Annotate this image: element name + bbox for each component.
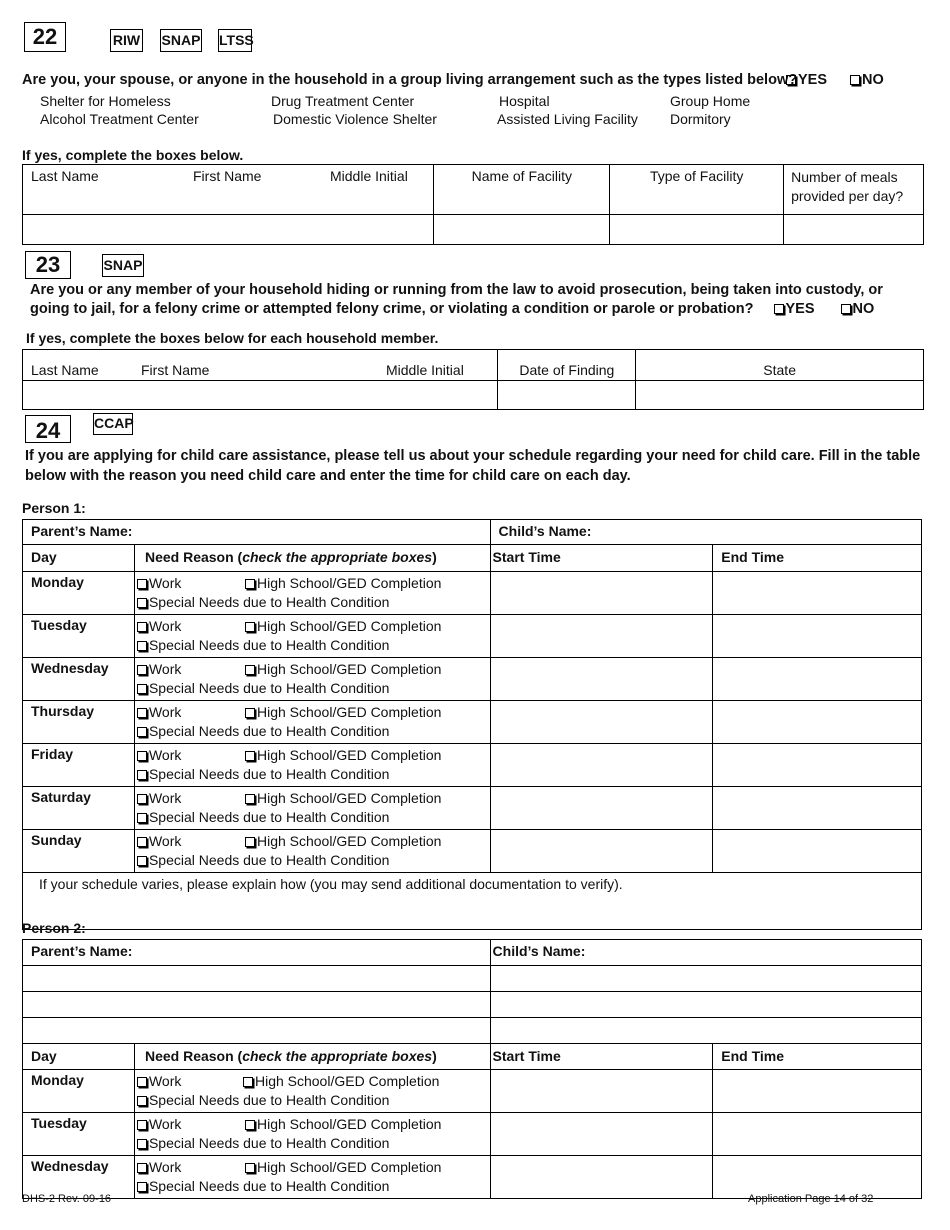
hs-ged-option[interactable]: High School/GED Completion bbox=[245, 746, 441, 765]
person-2-label: Person 2: bbox=[22, 920, 86, 936]
facility-type: Domestic Violence Shelter bbox=[273, 111, 437, 127]
schedule-row bbox=[23, 658, 922, 701]
checkbox-icon[interactable] bbox=[137, 837, 147, 847]
facility-type: Shelter for Homeless bbox=[40, 93, 171, 109]
checkbox-icon[interactable] bbox=[137, 751, 147, 761]
header-first-name: First Name bbox=[141, 362, 210, 378]
facility-list-col4 bbox=[670, 92, 750, 128]
day-cell: Tuesday bbox=[23, 1113, 135, 1156]
checkbox-icon[interactable] bbox=[137, 708, 147, 718]
schedule-row bbox=[23, 572, 922, 615]
col-day-header: Day bbox=[23, 1044, 135, 1070]
question-23-line1: Are you or any member of your household hiding or running from the law to avoid prosecution, being taken into custody, or bbox=[30, 282, 883, 298]
person-2-schedule-table bbox=[22, 939, 922, 1199]
checkbox-icon[interactable] bbox=[841, 304, 851, 314]
checkbox-icon[interactable] bbox=[137, 1163, 147, 1173]
day-cell: Tuesday bbox=[23, 615, 135, 658]
special-needs-option[interactable]: Special Needs due to Health Condition bbox=[137, 679, 488, 698]
reason-row1 bbox=[137, 832, 488, 851]
work-option[interactable]: Work bbox=[137, 704, 181, 720]
hs-ged-option[interactable]: High School/GED Completion bbox=[245, 789, 441, 808]
person2-parent-name-input[interactable] bbox=[23, 992, 491, 1018]
question-23-line2: going to jail, for a felony crime or attempted felony crime, or violating a condition or parole or probation? YES NO bbox=[30, 301, 875, 317]
facility-type: Hospital bbox=[499, 93, 550, 109]
need-reason-cell bbox=[134, 1156, 490, 1199]
col-start-time-header: Start Time bbox=[490, 1044, 713, 1070]
work-option[interactable]: Work bbox=[137, 618, 181, 634]
q22-facility-table bbox=[22, 164, 924, 245]
checkbox-icon[interactable] bbox=[137, 641, 147, 651]
checkbox-icon[interactable] bbox=[137, 579, 147, 589]
checkbox-icon[interactable] bbox=[137, 1139, 147, 1149]
start-time-cell[interactable] bbox=[490, 787, 713, 830]
day-cell: Wednesday bbox=[23, 658, 135, 701]
header-type-of-facility: Type of Facility bbox=[610, 165, 784, 215]
need-reason-cell bbox=[134, 1113, 490, 1156]
header-state: State bbox=[636, 350, 924, 381]
start-time-cell[interactable] bbox=[490, 1070, 713, 1113]
header-last-name: Last Name bbox=[31, 362, 99, 378]
work-option[interactable]: Work bbox=[137, 1116, 181, 1132]
hs-ged-option[interactable]: High School/GED Completion bbox=[245, 617, 441, 636]
program-tag-riw: RIW bbox=[110, 29, 143, 52]
reason-row1 bbox=[137, 1072, 488, 1091]
checkbox-icon[interactable] bbox=[245, 665, 255, 675]
checkbox-icon[interactable] bbox=[774, 304, 784, 314]
checkbox-icon[interactable] bbox=[137, 856, 147, 866]
checkbox-icon[interactable] bbox=[137, 1096, 147, 1106]
reason-row1 bbox=[137, 660, 488, 679]
q23-name-input-cell[interactable] bbox=[23, 381, 498, 410]
day-cell: Thursday bbox=[23, 701, 135, 744]
start-time-cell[interactable] bbox=[490, 701, 713, 744]
end-time-cell[interactable] bbox=[713, 1113, 922, 1156]
q23-household-table bbox=[22, 349, 924, 410]
checkbox-icon[interactable] bbox=[245, 579, 255, 589]
need-reason-cell bbox=[134, 701, 490, 744]
schedule-row bbox=[23, 615, 922, 658]
form-id: DHS-2 Rev. 09-16 bbox=[22, 1193, 112, 1205]
work-option[interactable]: Work bbox=[137, 1073, 181, 1089]
facility-type: Group Home bbox=[670, 93, 751, 109]
col-need-reason-header: Need Reason (check the appropriate boxes) bbox=[134, 545, 490, 572]
q23-date-input-cell[interactable] bbox=[498, 381, 636, 410]
special-needs-option[interactable]: Special Needs due to Health Condition bbox=[137, 1091, 488, 1110]
hs-ged-option[interactable]: High School/GED Completion bbox=[245, 1158, 441, 1177]
q22-facility-type-input-cell[interactable] bbox=[610, 215, 784, 245]
special-needs-option[interactable]: Special Needs due to Health Condition bbox=[137, 765, 488, 784]
q22-meals-input-cell[interactable] bbox=[784, 215, 924, 245]
q24-instructions-line1: If you are applying for child care assistance, please tell us about your schedule regarding your need for child care. Fill in the table bbox=[25, 448, 921, 464]
special-needs-option[interactable]: Special Needs due to Health Condition bbox=[137, 851, 488, 870]
start-time-cell[interactable] bbox=[490, 744, 713, 787]
program-tag-ccap: CCAP bbox=[93, 413, 133, 435]
facility-type: Alcohol Treatment Center bbox=[40, 111, 199, 127]
hs-ged-option[interactable]: High School/GED Completion bbox=[245, 660, 441, 679]
person2-child-name-input[interactable] bbox=[490, 966, 921, 992]
q23-if-yes-instruction: If yes, complete the boxes below for each household member. bbox=[26, 330, 439, 346]
question-number-23: 23 bbox=[25, 251, 71, 279]
col-end-time-header: End Time bbox=[713, 545, 922, 572]
facility-type: Assisted Living Facility bbox=[497, 111, 638, 127]
header-date-of-finding: Date of Finding bbox=[498, 350, 636, 381]
special-needs-option[interactable]: Special Needs due to Health Condition bbox=[137, 722, 488, 741]
col-start-time-header: Start Time bbox=[490, 545, 713, 572]
question-number-24: 24 bbox=[25, 415, 71, 443]
program-tag-snap: SNAP bbox=[102, 254, 144, 277]
end-time-cell[interactable] bbox=[713, 1070, 922, 1113]
person1-child-name-label[interactable]: Child’s Name: bbox=[490, 520, 921, 545]
facility-list-col3 bbox=[497, 92, 638, 128]
need-reason-cell bbox=[134, 658, 490, 701]
q22-name-header-cell bbox=[23, 165, 434, 215]
col-end-time-header: End Time bbox=[713, 1044, 922, 1070]
start-time-cell[interactable] bbox=[490, 1113, 713, 1156]
work-option[interactable]: Work bbox=[137, 661, 181, 677]
header-number-of-meals: Number of meals provided per day? bbox=[784, 165, 924, 215]
reason-row1 bbox=[137, 574, 488, 593]
checkbox-icon[interactable] bbox=[137, 622, 147, 632]
person2-parent-name-input[interactable] bbox=[23, 966, 491, 992]
q24-instructions bbox=[25, 446, 920, 486]
header-name-of-facility: Name of Facility bbox=[434, 165, 610, 215]
col-need-reason-header: Need Reason (check the appropriate boxes) bbox=[134, 1044, 490, 1070]
need-reason-cell bbox=[134, 572, 490, 615]
checkbox-icon[interactable] bbox=[137, 1182, 147, 1192]
checkbox-icon[interactable] bbox=[786, 75, 796, 85]
need-reason-cell bbox=[134, 1070, 490, 1113]
page-number: Application Page 14 of 32 bbox=[748, 1193, 874, 1205]
question-23-text bbox=[30, 281, 883, 319]
checkbox-icon[interactable] bbox=[137, 684, 147, 694]
checkbox-icon[interactable] bbox=[245, 794, 255, 804]
work-option[interactable]: Work bbox=[137, 575, 181, 591]
facility-list-col2 bbox=[271, 92, 437, 128]
person2-parent-name-label[interactable]: Parent’s Name: bbox=[23, 940, 491, 966]
checkbox-icon[interactable] bbox=[137, 727, 147, 737]
day-cell: Sunday bbox=[23, 830, 135, 873]
schedule-row bbox=[23, 830, 922, 873]
person-1-label: Person 1: bbox=[22, 500, 86, 516]
schedule-row bbox=[23, 787, 922, 830]
day-cell: Wednesday bbox=[23, 1156, 135, 1199]
program-tag-ltss: LTSS bbox=[218, 29, 252, 52]
special-needs-option[interactable]: Special Needs due to Health Condition bbox=[137, 1134, 488, 1153]
end-time-cell[interactable] bbox=[713, 615, 922, 658]
day-cell: Monday bbox=[23, 1070, 135, 1113]
q22-if-yes-instruction: If yes, complete the boxes below. bbox=[22, 147, 244, 163]
end-time-cell[interactable] bbox=[713, 830, 922, 873]
facility-type: Dormitory bbox=[670, 111, 731, 127]
q23-state-input-cell[interactable] bbox=[636, 381, 924, 410]
facility-list-col1 bbox=[40, 92, 199, 128]
need-reason-cell bbox=[134, 830, 490, 873]
hs-ged-option[interactable]: High School/GED Completion bbox=[245, 1115, 441, 1134]
reason-row1 bbox=[137, 703, 488, 722]
day-cell: Saturday bbox=[23, 787, 135, 830]
work-option[interactable]: Work bbox=[137, 747, 181, 763]
header-last-name: Last Name bbox=[31, 168, 99, 184]
hs-ged-option[interactable]: High School/GED Completion bbox=[243, 1072, 439, 1091]
need-reason-cell bbox=[134, 744, 490, 787]
header-middle-initial: Middle Initial bbox=[330, 168, 408, 184]
need-reason-cell bbox=[134, 615, 490, 658]
facility-type: Drug Treatment Center bbox=[271, 93, 415, 109]
col-day-header: Day bbox=[23, 545, 135, 572]
checkbox-icon[interactable] bbox=[245, 751, 255, 761]
program-tag-snap: SNAP bbox=[160, 29, 202, 52]
start-time-cell[interactable] bbox=[490, 830, 713, 873]
q22-no-option[interactable]: NO bbox=[850, 72, 884, 88]
end-time-cell[interactable] bbox=[713, 658, 922, 701]
work-option[interactable]: Work bbox=[137, 833, 181, 849]
schedule-row bbox=[23, 744, 922, 787]
day-cell: Monday bbox=[23, 572, 135, 615]
person2-child-name-input[interactable] bbox=[490, 992, 921, 1018]
schedule-row bbox=[23, 701, 922, 744]
question-number-22: 22 bbox=[24, 22, 66, 52]
checkbox-icon[interactable] bbox=[850, 75, 860, 85]
q23-no-option[interactable]: NO bbox=[841, 301, 875, 317]
start-time-cell[interactable] bbox=[490, 615, 713, 658]
special-needs-option[interactable]: Special Needs due to Health Condition bbox=[137, 808, 488, 827]
person-1-schedule-table bbox=[22, 519, 922, 930]
hs-ged-option[interactable]: High School/GED Completion bbox=[245, 574, 441, 593]
reason-row1 bbox=[137, 746, 488, 765]
reason-row1 bbox=[137, 1115, 488, 1134]
need-reason-cell bbox=[134, 787, 490, 830]
start-time-cell[interactable] bbox=[490, 658, 713, 701]
checkbox-icon[interactable] bbox=[245, 708, 255, 718]
start-time-cell[interactable] bbox=[490, 1156, 713, 1199]
header-first-name: First Name bbox=[193, 168, 262, 184]
day-cell: Friday bbox=[23, 744, 135, 787]
special-needs-option[interactable]: Special Needs due to Health Condition bbox=[137, 593, 488, 612]
checkbox-icon[interactable] bbox=[137, 794, 147, 804]
end-time-cell[interactable] bbox=[713, 572, 922, 615]
checkbox-icon[interactable] bbox=[137, 813, 147, 823]
schedule-row bbox=[23, 1113, 922, 1156]
schedule-row bbox=[23, 1070, 922, 1113]
question-22-text: Are you, your spouse, or anyone in the household in a group living arrangement such as the types listed below? bbox=[22, 72, 798, 88]
reason-row1 bbox=[137, 1158, 488, 1177]
checkbox-icon[interactable] bbox=[245, 1120, 255, 1130]
checkbox-icon[interactable] bbox=[137, 770, 147, 780]
header-middle-initial: Middle Initial bbox=[386, 362, 464, 378]
hs-ged-option[interactable]: High School/GED Completion bbox=[245, 703, 441, 722]
person2-child-name-input[interactable] bbox=[490, 1018, 921, 1044]
end-time-cell[interactable] bbox=[713, 744, 922, 787]
checkbox-icon[interactable] bbox=[137, 598, 147, 608]
person1-parent-name-label[interactable]: Parent’s Name: bbox=[23, 520, 491, 545]
checkbox-icon[interactable] bbox=[245, 837, 255, 847]
work-option[interactable]: Work bbox=[137, 790, 181, 806]
work-option[interactable]: Work bbox=[137, 1159, 181, 1175]
checkbox-icon[interactable] bbox=[137, 665, 147, 675]
end-time-cell[interactable] bbox=[713, 787, 922, 830]
checkbox-icon[interactable] bbox=[137, 1077, 147, 1087]
end-time-cell[interactable] bbox=[713, 701, 922, 744]
q23-yes-option[interactable]: YES bbox=[774, 301, 815, 317]
reason-row1 bbox=[137, 789, 488, 808]
q24-instructions-line2: below with the reason you need child care and enter the time for child care on each day. bbox=[25, 468, 631, 484]
hs-ged-option[interactable]: High School/GED Completion bbox=[245, 832, 441, 851]
schedule-varies-explanation[interactable]: If your schedule varies, please explain how (you may send additional documentation to verify). bbox=[23, 873, 922, 930]
person2-child-name-label[interactable]: Child’s Name: bbox=[490, 940, 921, 966]
checkbox-icon[interactable] bbox=[243, 1077, 253, 1087]
person2-parent-name-input[interactable] bbox=[23, 1018, 491, 1044]
checkbox-icon[interactable] bbox=[245, 622, 255, 632]
reason-row1 bbox=[137, 617, 488, 636]
special-needs-option[interactable]: Special Needs due to Health Condition bbox=[137, 1177, 488, 1196]
q22-name-input-cell[interactable] bbox=[23, 215, 434, 245]
q22-facility-name-input-cell[interactable] bbox=[434, 215, 610, 245]
start-time-cell[interactable] bbox=[490, 572, 713, 615]
special-needs-option[interactable]: Special Needs due to Health Condition bbox=[137, 636, 488, 655]
checkbox-icon[interactable] bbox=[245, 1163, 255, 1173]
q22-yes-option[interactable]: YES bbox=[786, 72, 827, 88]
checkbox-icon[interactable] bbox=[137, 1120, 147, 1130]
q23-name-header-cell bbox=[23, 350, 498, 381]
